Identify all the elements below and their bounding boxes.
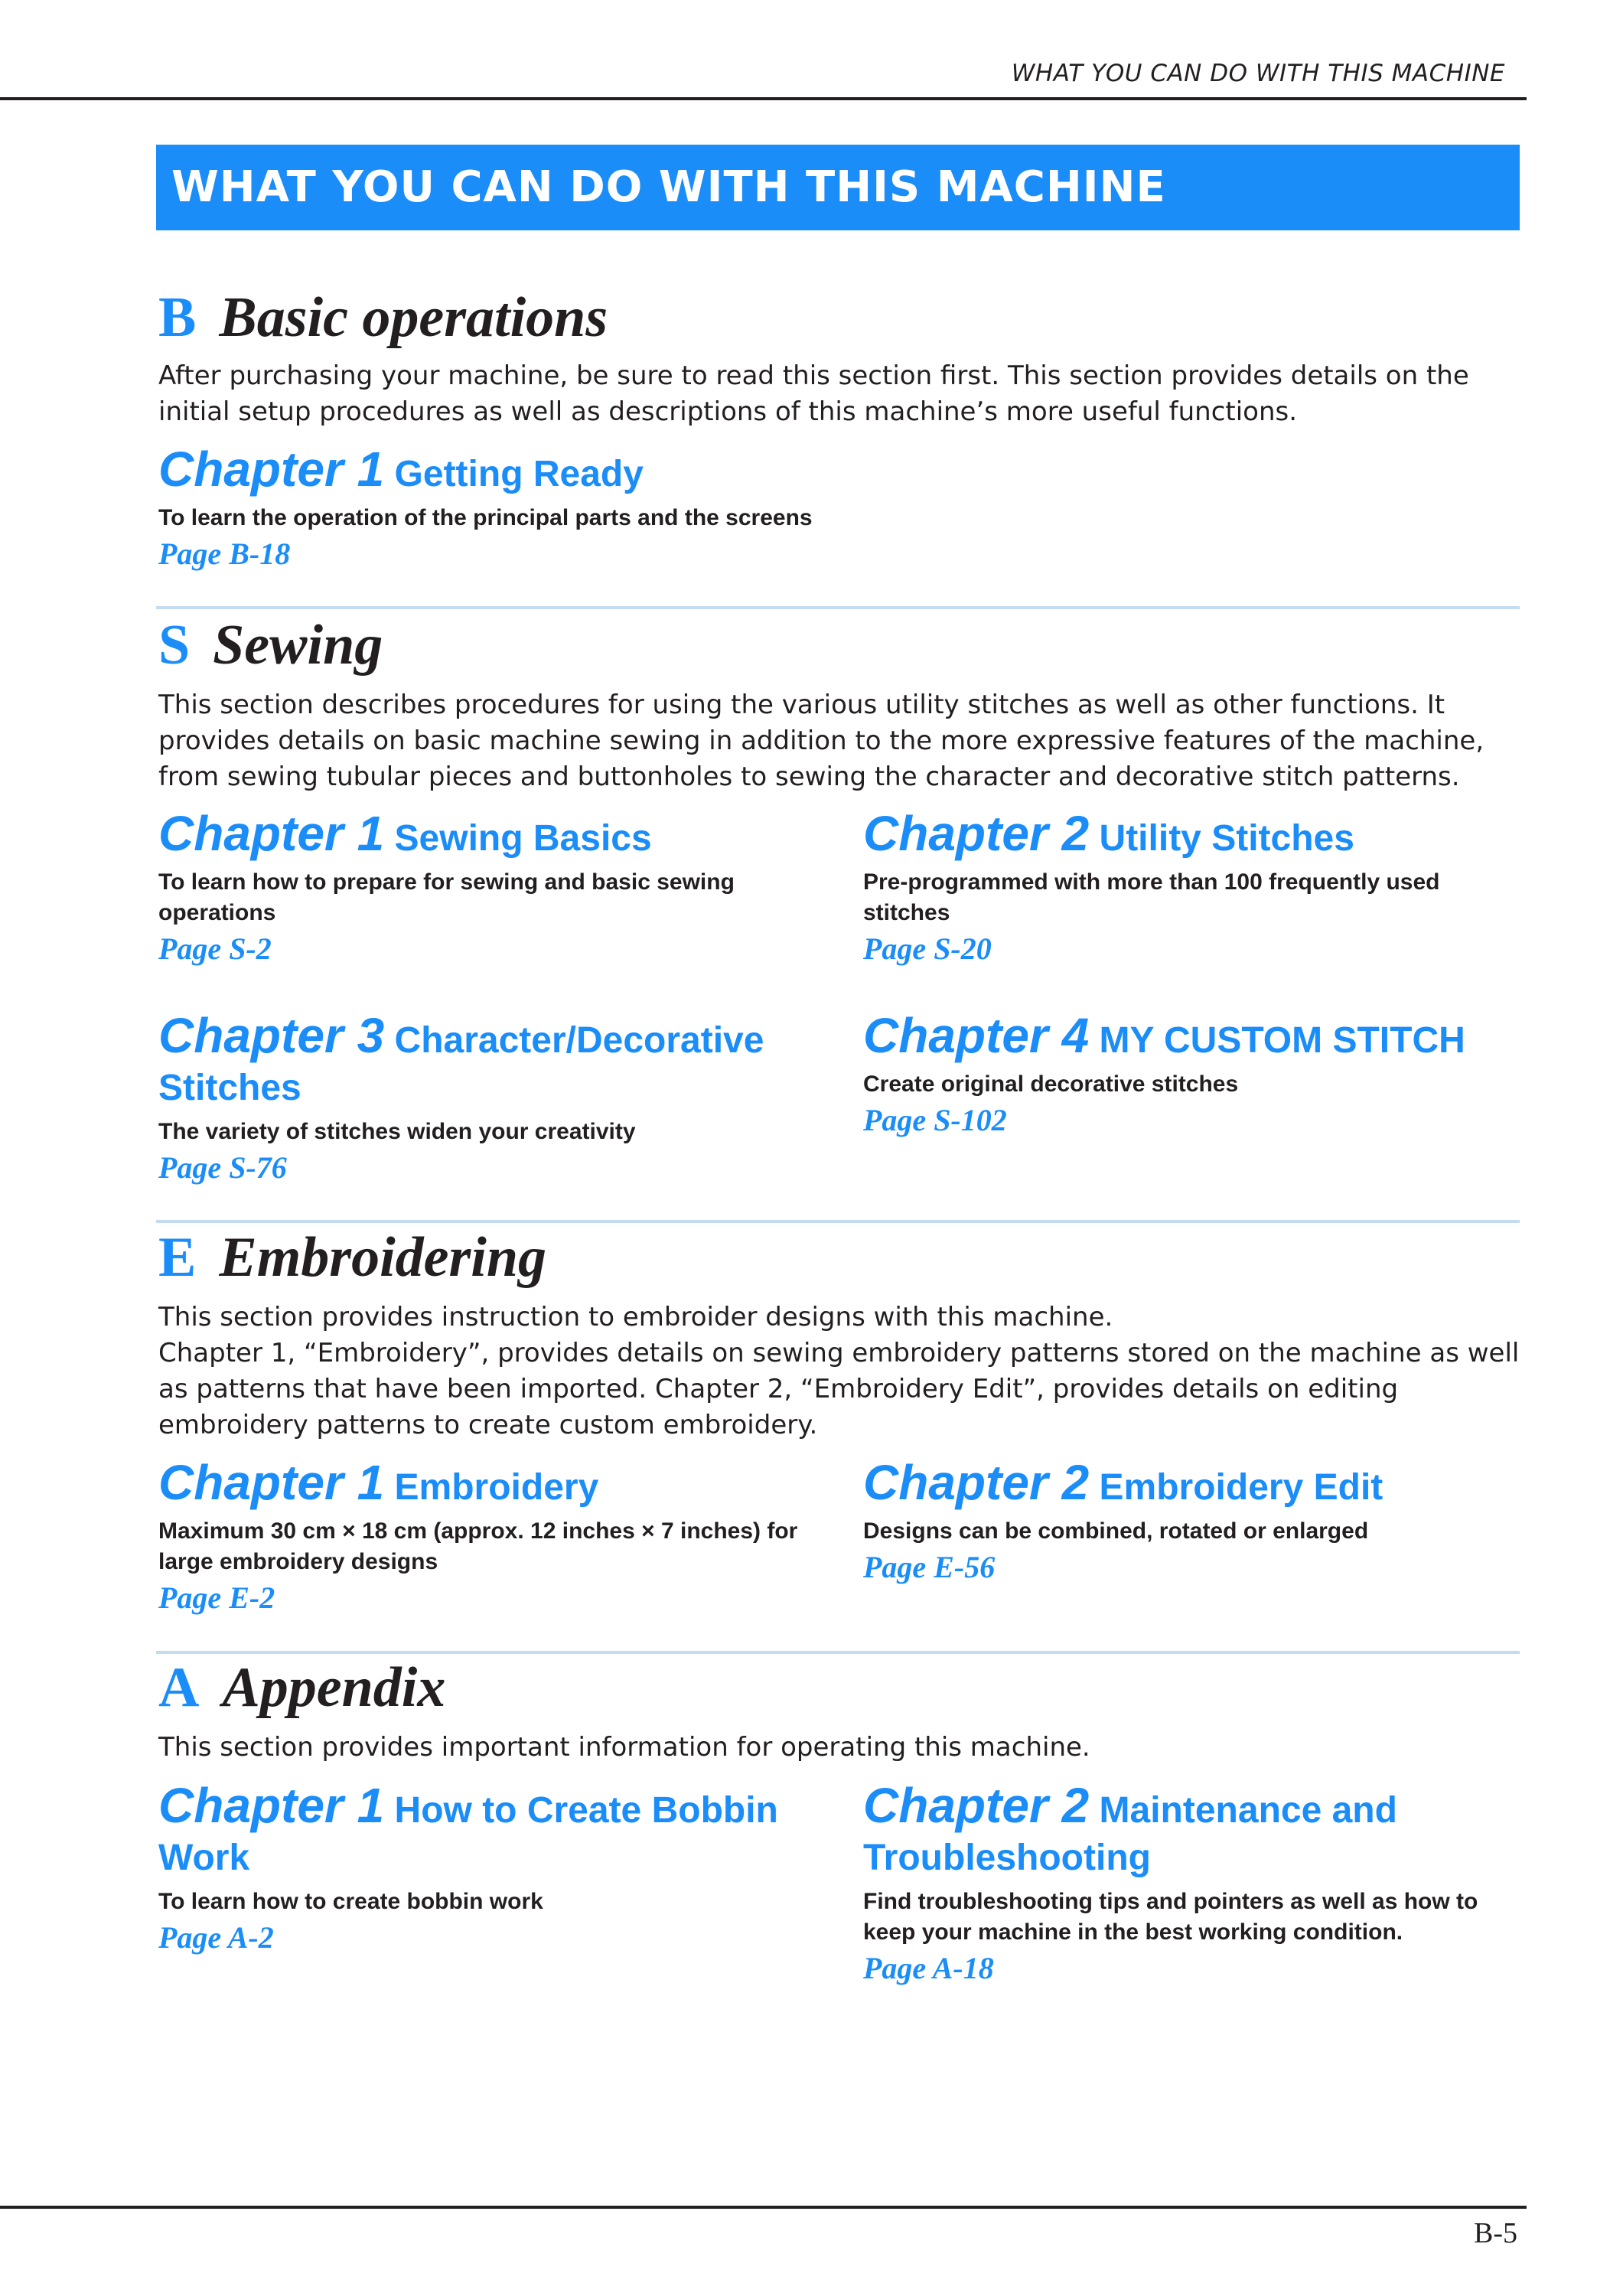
- section-name: Embroidering: [219, 1226, 546, 1289]
- page-reference-link[interactable]: Page S-102: [863, 1103, 1007, 1137]
- chapter-title: Utility Stitches: [1099, 818, 1354, 859]
- chapter-heading[interactable]: [863, 1455, 1514, 1512]
- chapter-heading[interactable]: [158, 806, 809, 863]
- section-name: Appendix: [222, 1656, 446, 1719]
- chapter-block: [158, 442, 1459, 573]
- description-paragraph: After purchasing your machine, be sure to read this section first. This section provides details on the initial setup procedures as well as descriptions of this machine’s more useful functions.: [158, 360, 1469, 427]
- chapter-number: Chapter 2: [863, 1455, 1090, 1510]
- section-name: Basic operations: [219, 286, 608, 349]
- chapter-block: [158, 806, 809, 968]
- page-reference-link[interactable]: Page A-18: [863, 1951, 994, 1985]
- section-title-basic-operations: [158, 286, 608, 349]
- chapter-description: Find troubleshooting tips and pointers as well as how to keep your machine in the best working condition.: [863, 1889, 1478, 1945]
- chapter-description: Create original decorative stitches: [863, 1071, 1239, 1097]
- running-header: WHAT YOU CAN DO WITH THIS MACHINE: [1011, 60, 1505, 87]
- chapter-number: Chapter 2: [863, 806, 1090, 861]
- chapter-description: The variety of stitches widen your creativity: [158, 1119, 636, 1144]
- chapter-description: To learn how to prepare for sewing and basic sewing operations: [158, 869, 735, 925]
- page-reference-link[interactable]: Page A-2: [158, 1920, 274, 1955]
- page-reference-link[interactable]: Page E-56: [863, 1550, 996, 1584]
- chapter-heading[interactable]: [863, 1778, 1514, 1882]
- chapter-title: Character/Decorative Stitches: [158, 1020, 764, 1108]
- chapter-description: To learn how to create bobbin work: [158, 1889, 543, 1914]
- page-reference-link[interactable]: Page E-2: [158, 1580, 275, 1615]
- section-description: [158, 687, 1528, 795]
- chapter-title: Sewing Basics: [394, 818, 652, 859]
- section-letter: A: [158, 1656, 200, 1719]
- chapter-title: Embroidery Edit: [1099, 1467, 1383, 1508]
- page-number: B-5: [1474, 2217, 1517, 2249]
- chapter-title: How to Create Bobbin Work: [158, 1790, 778, 1878]
- description-paragraph: This section provides instruction to embroider designs with this machine.: [158, 1302, 1113, 1332]
- section-title-appendix: [158, 1656, 446, 1719]
- chapter-block: [158, 1455, 809, 1617]
- section-name: Sewing: [213, 614, 383, 677]
- chapter-block: [863, 806, 1514, 968]
- chapter-title: Embroidery: [394, 1467, 599, 1508]
- chapter-description: Maximum 30 cm × 18 cm (approx. 12 inches × 7 inches) for large embroidery designs: [158, 1518, 798, 1574]
- page-reference-link[interactable]: Page S-2: [158, 931, 272, 966]
- section-description: [158, 358, 1528, 430]
- section-divider: [156, 1220, 1520, 1223]
- chapter-heading[interactable]: [863, 1008, 1514, 1065]
- section-letter: E: [158, 1226, 197, 1289]
- page-reference-link[interactable]: Page S-76: [158, 1150, 287, 1185]
- section-divider: [156, 1651, 1520, 1654]
- page-reference-link[interactable]: Page S-20: [863, 931, 992, 966]
- section-description: [158, 1730, 1528, 1766]
- header-rule: [0, 97, 1527, 100]
- section-title-sewing: [158, 614, 383, 677]
- page-title-banner: WHAT YOU CAN DO WITH THIS MACHINE: [156, 145, 1520, 230]
- chapter-block: [863, 1455, 1514, 1587]
- chapter-description: To learn the operation of the principal parts and the screens: [158, 505, 813, 530]
- chapter-heading[interactable]: [158, 1008, 809, 1112]
- chapter-number: Chapter 4: [863, 1008, 1090, 1063]
- chapter-number: Chapter 2: [863, 1778, 1090, 1833]
- chapter-description: Pre-programmed with more than 100 frequently used stitches: [863, 869, 1440, 925]
- chapter-title: Getting Ready: [394, 454, 644, 494]
- footer-rule: [0, 2206, 1527, 2209]
- chapter-number: Chapter 1: [158, 1778, 385, 1833]
- chapter-block: [863, 1778, 1514, 1988]
- chapter-heading[interactable]: [158, 442, 1459, 498]
- chapter-number: Chapter 1: [158, 806, 385, 861]
- chapter-block: [863, 1008, 1514, 1140]
- chapter-description: Designs can be combined, rotated or enlarged: [863, 1518, 1369, 1544]
- section-title-embroidering: [158, 1226, 546, 1289]
- chapter-heading[interactable]: [863, 806, 1514, 863]
- chapter-heading[interactable]: [158, 1778, 809, 1882]
- description-paragraph: This section provides important information for operating this machine.: [158, 1732, 1090, 1763]
- section-description: [158, 1300, 1528, 1443]
- page-reference-link[interactable]: Page B-18: [158, 536, 291, 571]
- description-paragraph: This section describes procedures for using the various utility stitches as well as other functions. It provides details on basic machine sewing in addition to the more expressive features of the machine, from sewing tubular pieces and buttonholes to sewing the character and decorative stitch patterns.: [158, 690, 1484, 792]
- chapter-number: Chapter 1: [158, 442, 385, 497]
- chapter-block: [158, 1008, 809, 1187]
- description-paragraph: Chapter 1, “Embroidery”, provides details on sewing embroidery patterns stored on the machine as well as patterns that have been imported. Chapter 2, “Embroidery Edit”, provides details on editing embroidery patterns to create custom embroidery.: [158, 1338, 1520, 1440]
- chapter-title: MY CUSTOM STITCH: [1099, 1020, 1465, 1061]
- section-divider: [156, 606, 1520, 609]
- section-letter: S: [158, 614, 191, 677]
- chapter-block: [158, 1778, 809, 1957]
- chapter-number: Chapter 1: [158, 1455, 385, 1510]
- chapter-title: Maintenance and Troubleshooting: [863, 1790, 1397, 1878]
- chapter-heading[interactable]: [158, 1455, 809, 1512]
- chapter-number: Chapter 3: [158, 1008, 385, 1063]
- section-letter: B: [158, 286, 197, 349]
